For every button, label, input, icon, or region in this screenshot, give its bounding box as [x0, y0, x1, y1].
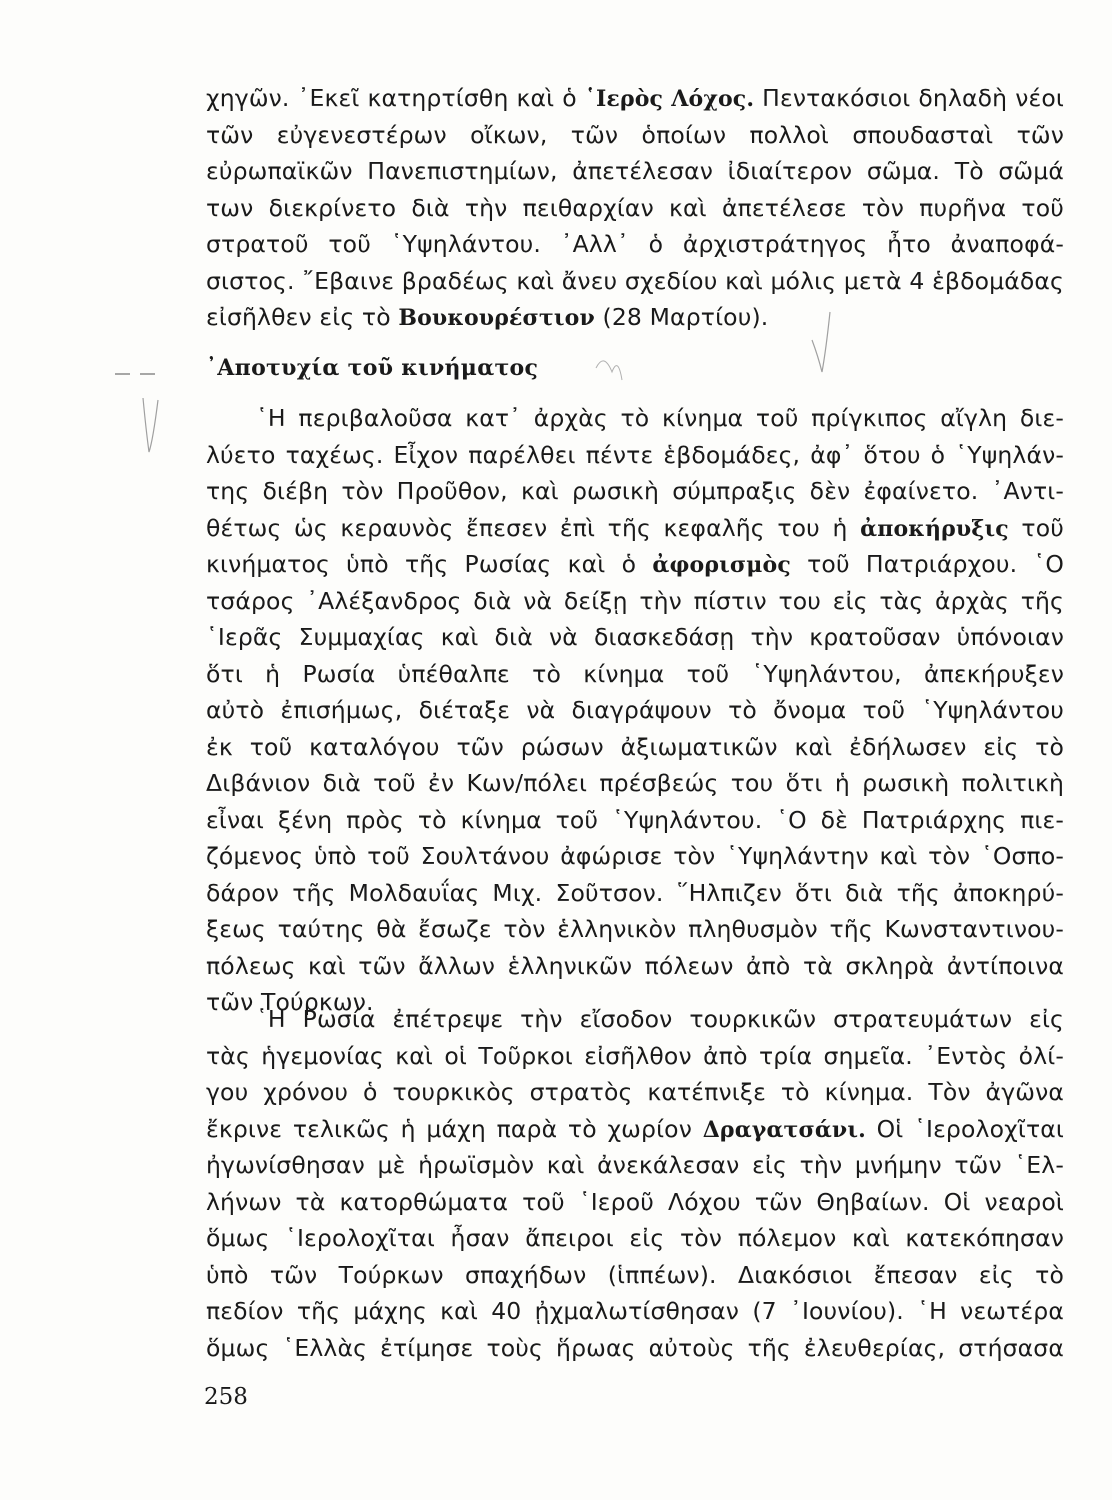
pencil-scribble: [596, 361, 622, 380]
text-run: Διβάνιον διὰ τοῦ ἐν Κων/πόλει πρέσβεώς του ὅτι ἡ ρωσικὴ πολιτικὴ: [206, 769, 1064, 797]
paragraph-1: [206, 400, 1064, 1021]
text-line: [206, 190, 1064, 227]
text-run: σιστος. ῎Εβαινε βραδέως καὶ ἄνευ σχεδίου καὶ μόλις μετὰ 4 ἑβδομάδας: [206, 266, 1064, 295]
text-line: [206, 263, 1064, 300]
paragraph-2: [206, 1001, 1064, 1366]
text-run: ῾Η περιβαλοῦσα κατ᾿ ἀρχὰς τὸ κίνημα τοῦ πρίγκιπος αἴγλη διε-: [256, 404, 1064, 432]
text-line: [206, 1038, 1064, 1075]
page-number: 258: [204, 1384, 248, 1410]
text-run: ἔκρινε τελικῶς ἡ μάχη παρὰ τὸ χωρίον: [206, 1114, 703, 1143]
text-line: [206, 1111, 1064, 1148]
text-run: Πεντακόσιοι δηλαδὴ νέοι: [754, 84, 1065, 112]
text-run: γου χρόνου ὁ τουρκικὸς στρατὸς κατέπνιξε τὸ κίνημα. Τὸν ἀγῶνα: [206, 1078, 1064, 1106]
text-run: ὅτι ἡ Ρωσία ὑπέθαλπε τὸ κίνημα τοῦ ῾Υψηλάντου, ἀπεκήρυξεν: [206, 659, 1064, 688]
text-run: των διεκρίνετο διὰ τὴν πειθαρχίαν καὶ ἀπετέλεσε τὸν πυρῆνα τοῦ: [206, 193, 1064, 222]
text-line: [206, 838, 1064, 875]
text-run: κινήματος ὑπὸ τῆς Ρωσίας καὶ ὁ: [206, 550, 653, 578]
bold-term: ῾Ιερὸς Λόχος.: [584, 86, 755, 112]
text-line: [206, 619, 1064, 656]
text-run: ὅμως ῾Ιερολοχῖται ἦσαν ἄπειροι εἰς τὸν πόλεμον καὶ κατεκόπησαν: [206, 1224, 1064, 1252]
text-run: λύετο ταχέως. Εἶχον παρέλθει πέντε ἑβδομάδες, ἀφ᾿ ὅτου ὁ ῾Υψηλάν-: [206, 440, 1064, 469]
text-run: της διέβη τὸν Προῦθον, καὶ ρωσικὴ σύμπραξις δὲν ἐφαίνετο. ᾿Αντι-: [206, 477, 1064, 505]
text-run: χηγῶν. ᾿Εκεῖ κατηρτίσθη καὶ ὁ: [206, 84, 585, 112]
text-run: εὐρωπαϊκῶν Πανεπιστημίων, ἀπετέλεσαν ἰδιαίτερον σῶμα. Τὸ σῶμά: [206, 157, 1064, 185]
text-line: [206, 153, 1064, 190]
text-line: [206, 692, 1064, 729]
intro-paragraph: [206, 80, 1064, 336]
text-run: τῶν εὐγενεστέρων οἴκων, τῶν ὁποίων πολλοὶ σπουδασταὶ τῶν: [206, 120, 1064, 149]
text-run: (28 Μαρτίου).: [594, 303, 769, 331]
text-line: [206, 656, 1064, 693]
text-line: [206, 80, 1064, 117]
text-line: [206, 226, 1064, 263]
bold-term: ἀφορισμὸς: [652, 552, 791, 578]
bold-term: ἀποκήρυξις: [860, 515, 1009, 542]
text-line: [206, 299, 1064, 336]
text-line: [206, 473, 1064, 510]
text-line: [206, 546, 1064, 583]
text-run: στρατοῦ τοῦ ῾Υψηλάντου. ᾿Αλλ᾿ ὁ ἀρχιστράτηγος ἦτο ἀναποφά-: [206, 230, 1064, 258]
text-line: [206, 583, 1064, 620]
text-run: ὑπὸ τῶν Τούρκων σπαχήδων (ἱππέων). Διακόσιοι ἔπεσαν εἰς τὸ: [206, 1260, 1064, 1289]
text-run: λήνων τὰ κατορθώματα τοῦ ῾Ιεροῦ Λόχου τῶν Θηβαίων. Οἱ νεαροὶ: [206, 1187, 1064, 1216]
text-run: πόλεως καὶ τῶν ἄλλων ἑλληνικῶν πόλεων ἀπὸ τὰ σκληρὰ ἀντίποινα: [206, 951, 1064, 980]
text-line: [206, 911, 1064, 948]
pencil-v-check-mark: [143, 398, 158, 452]
text-run: ξεως ταύτης θὰ ἔσωζε τὸν ἑλληνικὸν πληθυσμὸν τῆς Κωνσταντινου-: [206, 915, 1064, 943]
text-line: [206, 1147, 1064, 1184]
bold-term: Δραγατσάνι.: [702, 1116, 866, 1143]
text-run: τσάρος ᾿Αλέξανδρος διὰ νὰ δείξῃ τὴν πίστιν του εἰς τὰς ἀρχὰς τῆς: [206, 586, 1064, 615]
bold-term: Βουκουρέστιον: [398, 305, 595, 331]
text-run: τὰς ἡγεμονίας καὶ οἱ Τοῦρκοι εἰσῆλθον ἀπὸ τρία σημεῖα. ᾿Εντὸς ὀλί-: [206, 1041, 1064, 1070]
text-run: εἶναι ξένη πρὸς τὸ κίνημα τοῦ ῾Υψηλάντου. ῾Ο δὲ Πατριάρχης πιε-: [206, 805, 1064, 834]
text-run: αὐτὸ ἐπισήμως, διέταξε νὰ διαγράψουν τὸ ὄνομα τοῦ ῾Υψηλάντου: [206, 696, 1064, 724]
text-line: [206, 437, 1064, 474]
text-line: [206, 948, 1064, 985]
text-run: Οἱ ῾Ιερολοχῖται: [865, 1114, 1064, 1143]
text-run: ἐκ τοῦ καταλόγου τῶν ρώσων ἀξιωματικῶν καὶ ἐδήλωσεν εἰς τὸ: [206, 732, 1064, 761]
text-run: θέτως ὡς κεραυνὸς ἔπεσεν ἐπὶ τῆς κεφαλῆς του ἡ: [206, 513, 861, 542]
text-line: [206, 1001, 1064, 1038]
text-run: τοῦ: [1008, 513, 1064, 542]
text-run: τοῦ Πατριάρχου. ῾Ο: [790, 550, 1064, 578]
text-line: [206, 510, 1064, 547]
text-line: [206, 117, 1064, 154]
text-run: πεδίον τῆς μάχης καὶ 40 ᾐχμαλωτίσθησαν (7 ᾿Ιουνίου). ῾Η νεωτέρα: [206, 1297, 1064, 1325]
text-run: ὅμως ῾Ελλὰς ἐτίμησε τοὺς ἥρωας αὐτοὺς τῆς ἐλευθερίας, στήσασα: [206, 1333, 1064, 1362]
text-run: εἰσῆλθεν εἰς τὸ: [206, 303, 399, 331]
text-line: [206, 1257, 1064, 1294]
text-line: [206, 729, 1064, 766]
section-heading: ᾿Αποτυχία τοῦ κινήματος: [206, 355, 539, 381]
text-run: ζόμενος ὑπὸ τοῦ Σουλτάνου ἀφώρισε τὸν ῾Υψηλάντην καὶ τὸν ῾Οσπο-: [206, 842, 1064, 870]
text-line: [206, 875, 1064, 912]
text-line: [206, 400, 1064, 437]
text-line: [206, 765, 1064, 802]
text-run: τῶν Τούρκων.: [206, 988, 374, 1016]
text-run: ῾Η Ρωσία ἐπέτρεψε τὴν εἴσοδον τουρκικῶν στρατευμάτων εἰς: [256, 1005, 1064, 1033]
text-run: ῾Ιερᾶς Συμμαχίας καὶ διὰ νὰ διασκεδάσῃ τὴν κρατοῦσαν ὑπόνοιαν: [206, 623, 1064, 651]
text-line: [206, 1330, 1064, 1367]
text-line: [206, 1293, 1064, 1330]
text-run: δάρον τῆς Μολδαυΐας Μιχ. Σοῦτσον. ῞Ηλπιζεν ὅτι διὰ τῆς ἀποκηρύ-: [206, 878, 1064, 907]
text-line: [206, 802, 1064, 839]
text-line: [206, 1220, 1064, 1257]
text-line: [206, 1074, 1064, 1111]
text-line: [206, 1184, 1064, 1221]
text-run: ἠγωνίσθησαν μὲ ἡρωϊσμὸν καὶ ἀνεκάλεσαν εἰς τὴν μνήμην τῶν ῾Ελ-: [206, 1151, 1064, 1179]
